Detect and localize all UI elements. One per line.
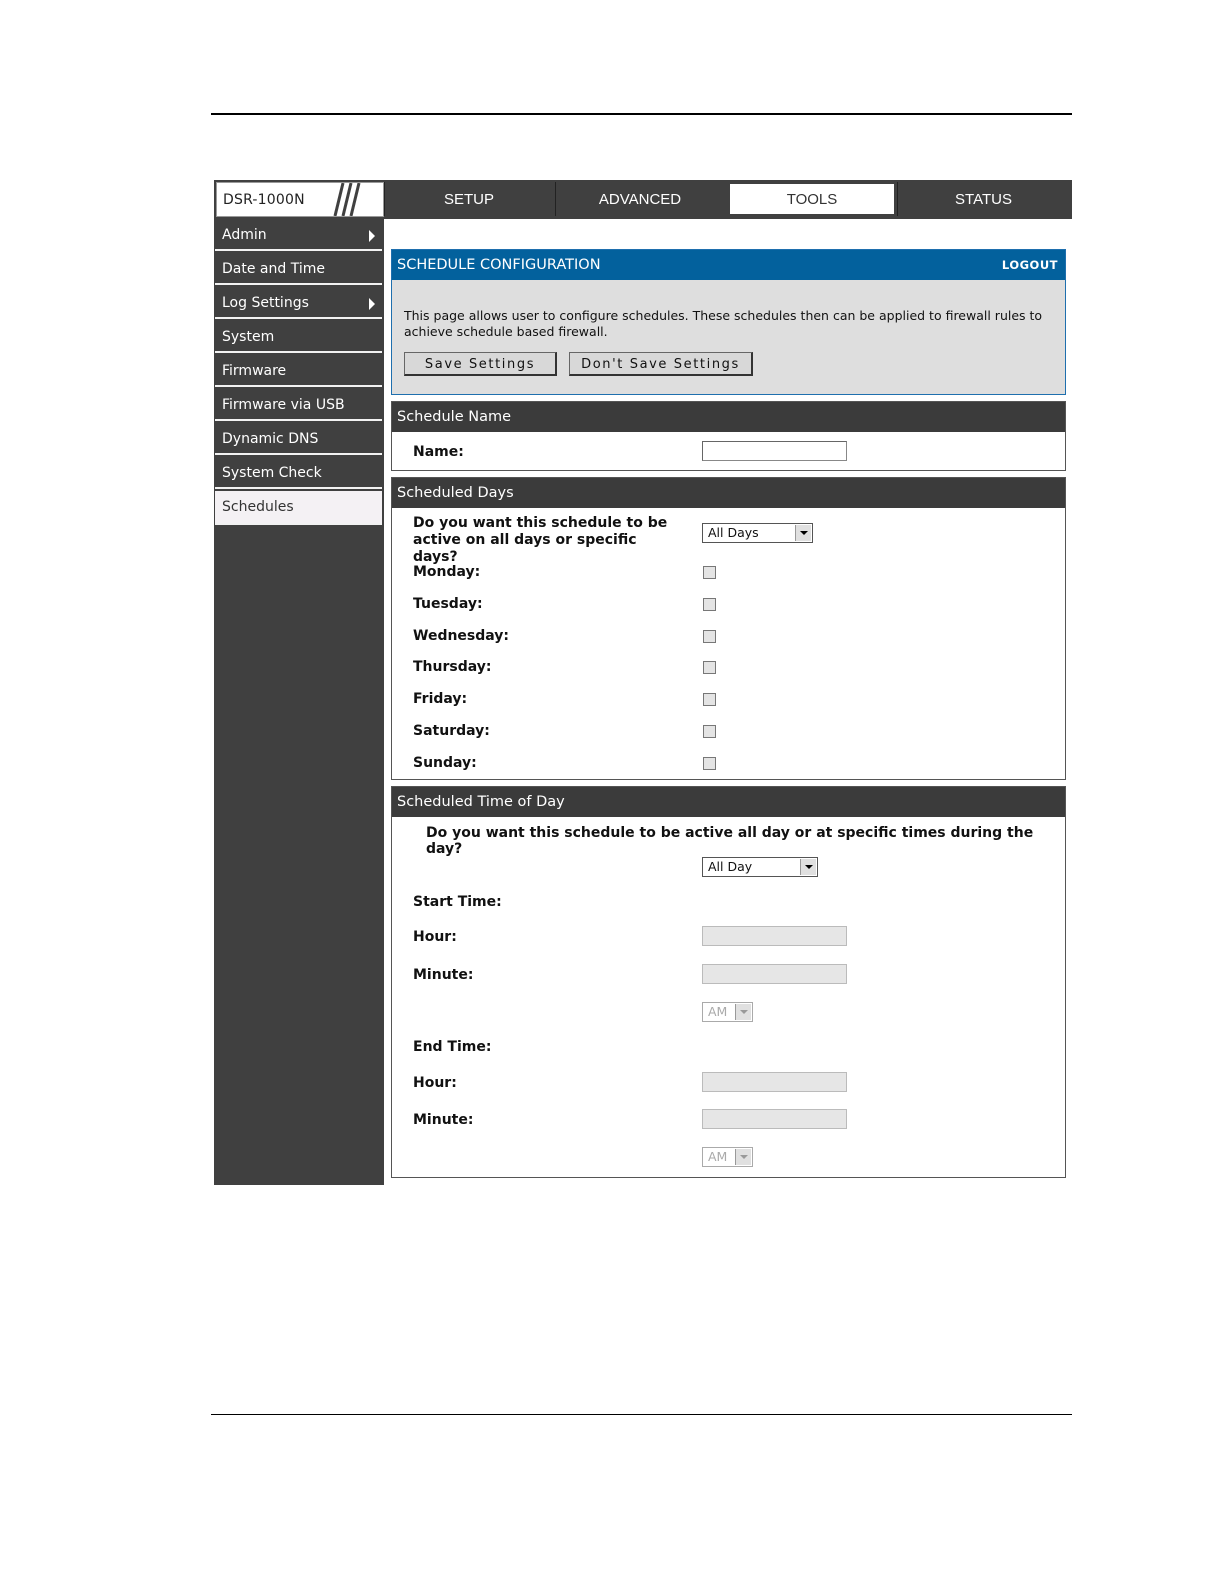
sidebar-item-label: Dynamic DNS: [222, 431, 319, 447]
page-bottom-rule: [211, 1414, 1072, 1415]
chevron-down-icon: [800, 859, 816, 875]
sidebar-item-date-and-time[interactable]: [215, 253, 382, 285]
tuesday-checkbox[interactable]: [703, 598, 716, 611]
submenu-arrow-icon: [369, 230, 375, 242]
end-hour-input[interactable]: [702, 1072, 847, 1092]
sidebar-item-schedules[interactable]: [215, 491, 382, 525]
tab-status[interactable]: STATUS: [897, 182, 1069, 216]
tuesday-label: Tuesday:: [413, 596, 483, 612]
friday-checkbox[interactable]: [703, 693, 716, 706]
start-ampm-select[interactable]: [702, 1002, 753, 1022]
sidebar-item-label: Admin: [222, 227, 267, 243]
sidebar-item-dynamic-dns[interactable]: [215, 423, 382, 455]
saturday-checkbox[interactable]: [703, 725, 716, 738]
schedule-name-section: [391, 401, 1066, 471]
section-header: Scheduled Days: [392, 478, 1065, 508]
sidebar-item-firmware-via-usb[interactable]: [215, 389, 382, 421]
sunday-checkbox[interactable]: [703, 757, 716, 770]
start-hour-input[interactable]: [702, 926, 847, 946]
scheduled-time-section: [391, 786, 1066, 1178]
thursday-checkbox[interactable]: [703, 661, 716, 674]
sidebar-item-label: Schedules: [222, 499, 294, 515]
name-label: Name:: [413, 444, 464, 460]
start-minute-label: Minute:: [413, 967, 474, 983]
page-title: SCHEDULE CONFIGURATION: [397, 257, 601, 273]
tab-advanced[interactable]: ADVANCED: [555, 182, 724, 216]
start-time-label: Start Time:: [413, 894, 502, 910]
end-hour-label: Hour:: [413, 1075, 457, 1091]
sidebar-item-log-settings[interactable]: [215, 287, 382, 319]
end-minute-label: Minute:: [413, 1112, 474, 1128]
schedule-configuration-panel: [391, 249, 1066, 395]
brand-slashes-icon: [321, 183, 381, 216]
days-question: Do you want this schedule to be active on all days or specific days?: [413, 515, 668, 565]
sidebar-item-label: Log Settings: [222, 295, 309, 311]
logout-link[interactable]: LOGOUT: [1001, 258, 1058, 272]
tab-setup[interactable]: SETUP: [384, 182, 553, 216]
time-mode-value: All Day: [708, 859, 753, 874]
tab-tools[interactable]: TOOLS: [728, 182, 896, 216]
monday-checkbox[interactable]: [703, 566, 716, 579]
start-minute-input[interactable]: [702, 964, 847, 984]
brand-model: DSR-1000N: [223, 192, 305, 208]
friday-label: Friday:: [413, 691, 468, 707]
sidebar-item-label: System Check: [222, 465, 322, 481]
sidebar-item-system[interactable]: [215, 321, 382, 353]
start-hour-label: Hour:: [413, 929, 457, 945]
panel-header: [392, 250, 1065, 280]
sidebar: [214, 218, 384, 1185]
days-mode-select[interactable]: [702, 523, 813, 543]
page-top-rule: [211, 113, 1072, 115]
sidebar-item-label: Firmware: [222, 363, 287, 379]
chevron-down-icon: [735, 1149, 751, 1165]
thursday-label: Thursday:: [413, 659, 492, 675]
monday-label: Monday:: [413, 564, 481, 580]
submenu-arrow-icon: [369, 298, 375, 310]
time-mode-select[interactable]: [702, 857, 818, 877]
wednesday-label: Wednesday:: [413, 628, 510, 644]
sidebar-item-label: System: [222, 329, 275, 345]
brand-logo: [216, 182, 384, 217]
chevron-down-icon: [735, 1004, 751, 1020]
sidebar-item-firmware[interactable]: [215, 355, 382, 387]
start-ampm-value: AM: [708, 1004, 728, 1019]
end-minute-input[interactable]: [702, 1109, 847, 1129]
save-settings-button[interactable]: Save Settings: [404, 352, 557, 376]
section-header: Schedule Name: [392, 402, 1065, 432]
saturday-label: Saturday:: [413, 723, 490, 739]
name-input[interactable]: [702, 441, 847, 461]
top-nav-bar: [214, 180, 1072, 219]
time-question: Do you want this schedule to be active all day or at specific times during the day?: [426, 825, 1034, 857]
end-time-label: End Time:: [413, 1039, 492, 1055]
intro-text: This page allows user to configure schedules. These schedules then can be applied to firewall rules to achieve schedule based firewall.: [404, 308, 1043, 339]
dont-save-settings-button[interactable]: Don't Save Settings: [569, 352, 753, 376]
sunday-label: Sunday:: [413, 755, 477, 771]
sidebar-item-system-check[interactable]: [215, 457, 382, 489]
sidebar-item-label: Date and Time: [222, 261, 325, 277]
section-header: Scheduled Time of Day: [392, 787, 1065, 817]
chevron-down-icon: [795, 525, 811, 541]
sidebar-item-admin[interactable]: [215, 219, 382, 251]
end-ampm-value: AM: [708, 1149, 728, 1164]
scheduled-days-section: [391, 477, 1066, 780]
end-ampm-select[interactable]: [702, 1147, 753, 1167]
wednesday-checkbox[interactable]: [703, 630, 716, 643]
days-mode-value: All Days: [708, 525, 759, 540]
sidebar-item-label: Firmware via USB: [222, 397, 345, 413]
